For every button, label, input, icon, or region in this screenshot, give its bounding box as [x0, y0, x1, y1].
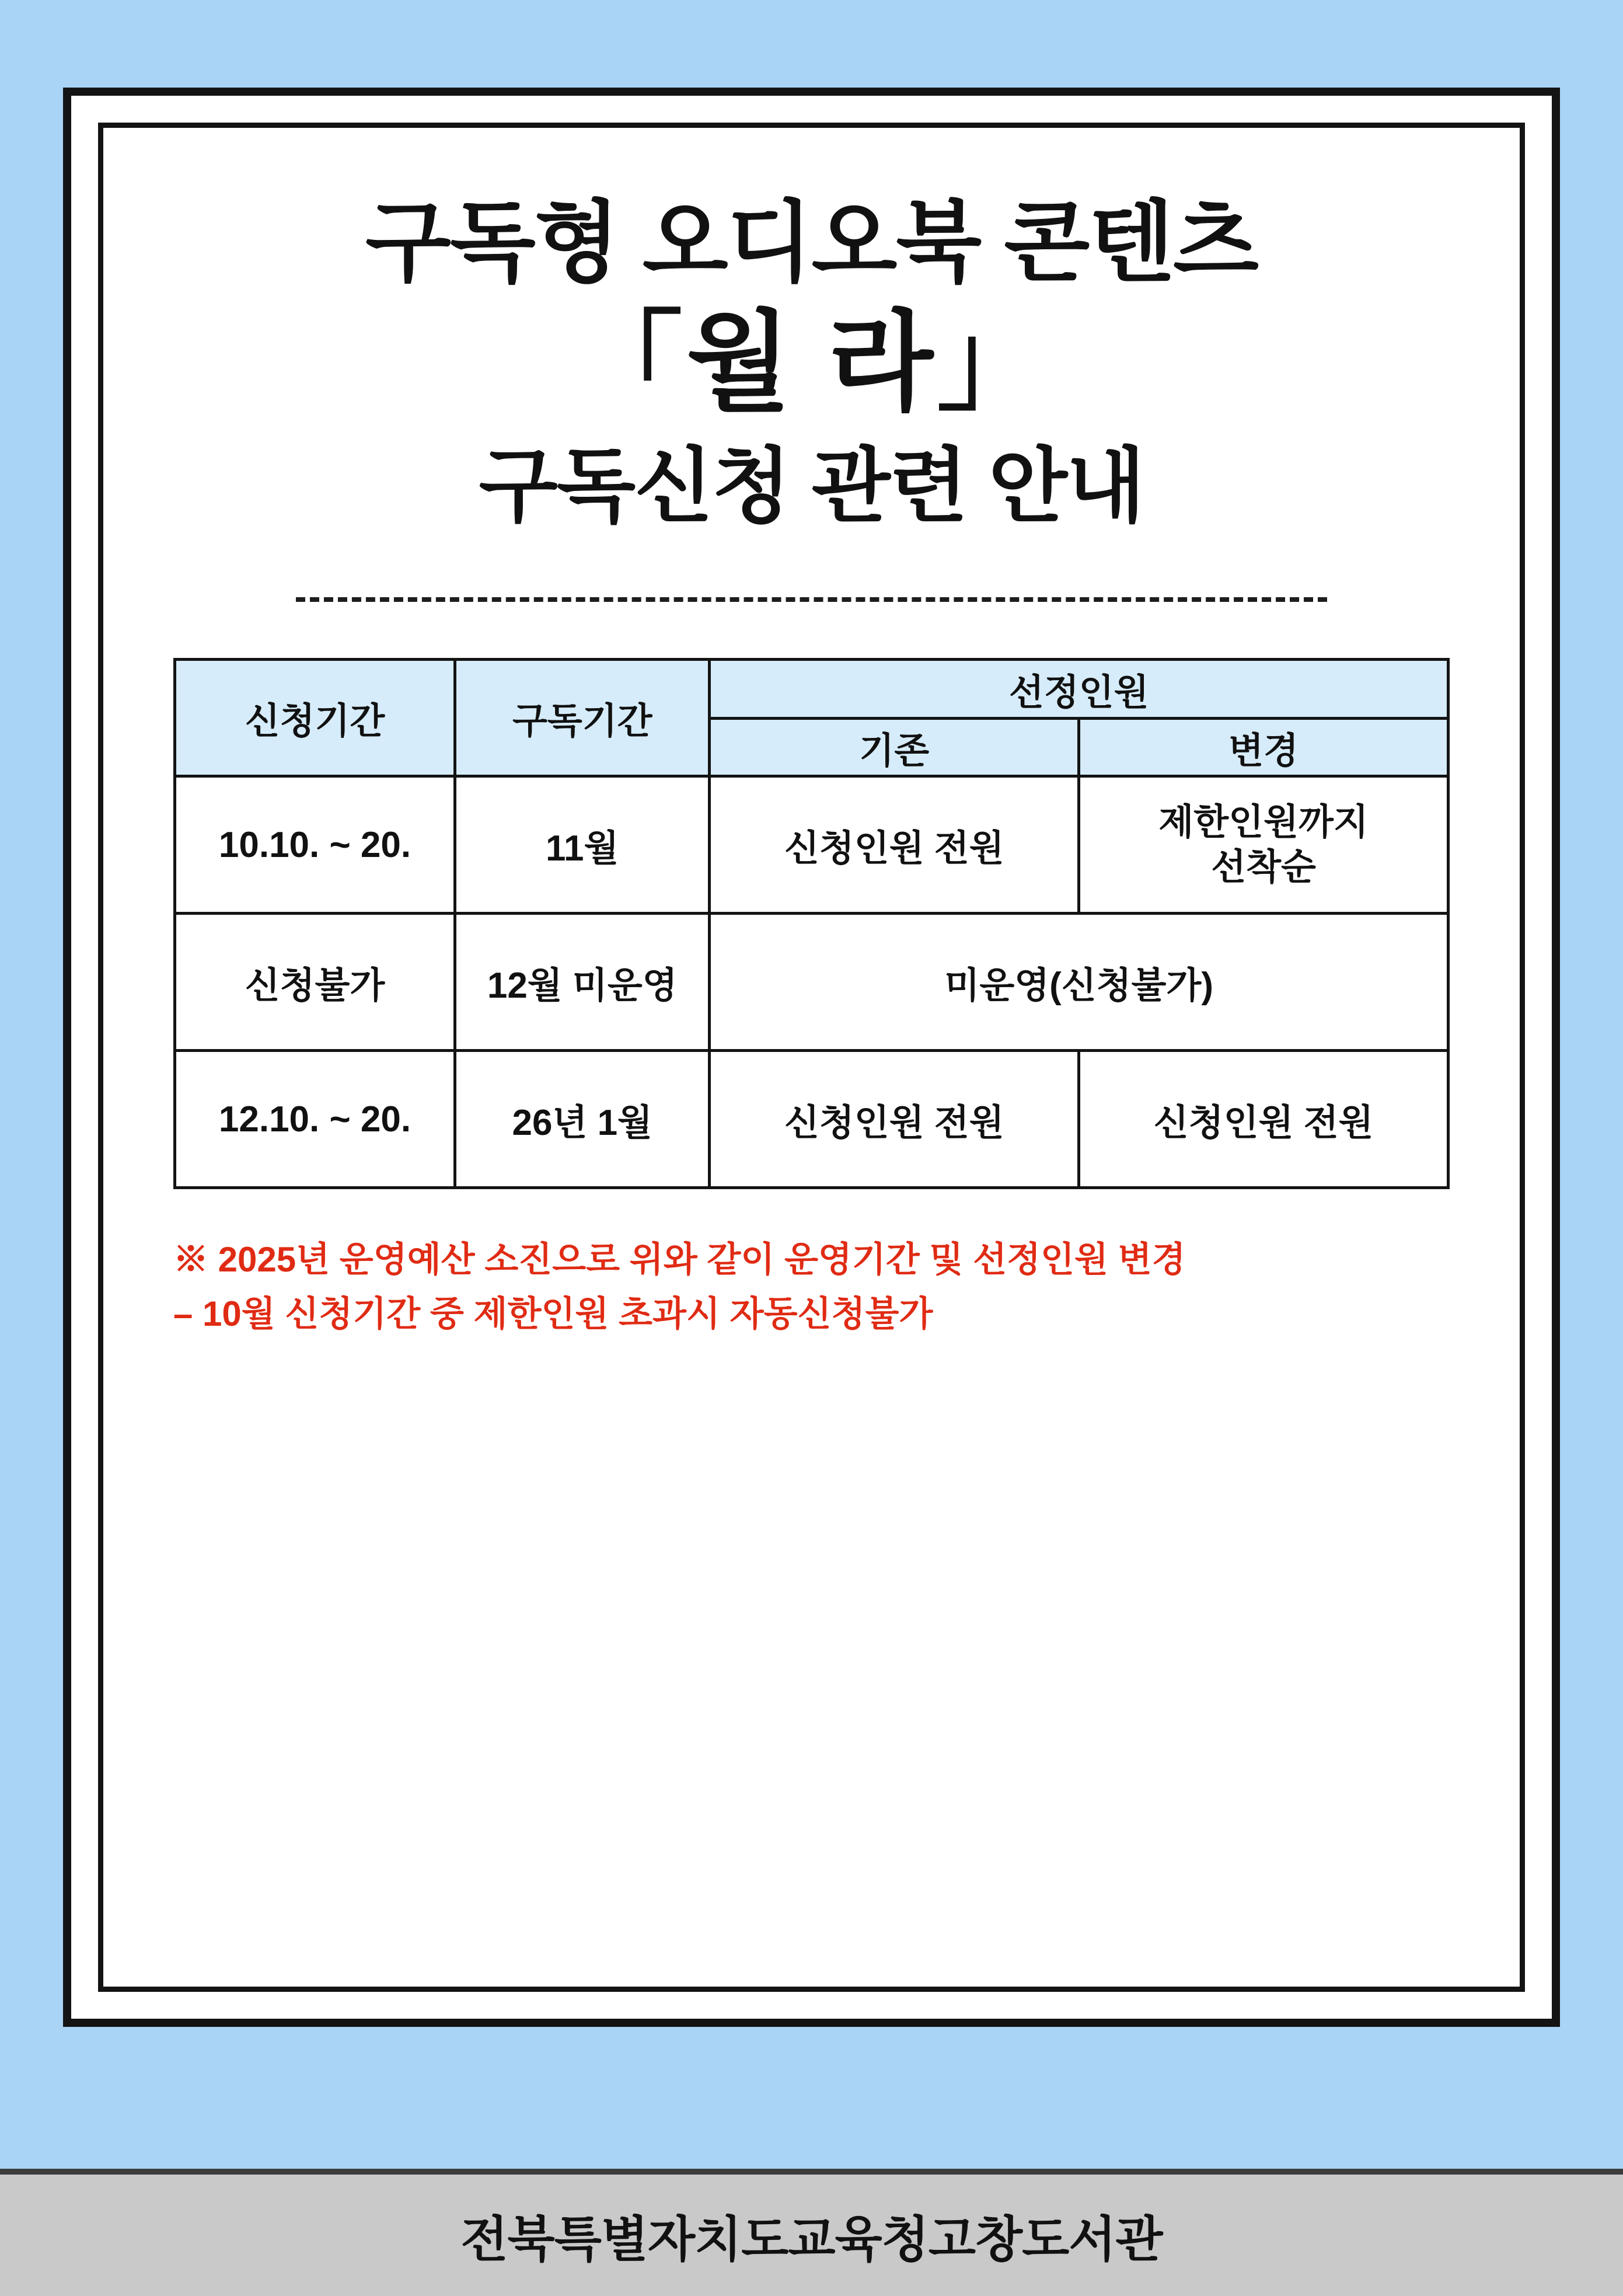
table-row — [175, 776, 1449, 914]
title-line-2: 「월 라」 — [574, 302, 1049, 424]
info-table — [173, 658, 1450, 1189]
note-line-2: – 10월 신청기간 중 제한인원 초과시 자동신청불가 — [173, 1294, 933, 1334]
title-line-3: 구독신청 관련 안내 — [479, 440, 1144, 532]
cell-existing-1: 신청인원 전원 — [710, 776, 1079, 914]
footer-organization: 전북특별자치도교육청고창도서관 — [460, 2211, 1163, 2267]
cell-subscribe-period-3: 26년 1월 — [455, 1051, 710, 1188]
cell-changed-1-line2: 선착순 — [1211, 847, 1316, 888]
notes-block — [173, 1232, 1450, 1341]
table-header-row-1 — [175, 660, 1449, 719]
title-line-1: 구독형 오디오북 콘텐츠 — [365, 193, 1258, 292]
header-selected-count-group: 선정인원 — [710, 660, 1449, 719]
header-changed: 변경 — [1079, 719, 1449, 776]
note-line-1: ※ 2025년 운영예산 소진으로 위와 같이 운영기간 및 선정인원 변경 — [173, 1240, 1186, 1280]
poster-inner-border — [98, 123, 1525, 1992]
table-row — [175, 1051, 1449, 1188]
header-apply-period: 신청기간 — [175, 660, 455, 776]
info-table-wrap — [173, 658, 1450, 1189]
cell-existing-3: 신청인원 전원 — [710, 1051, 1079, 1188]
poster-title-block — [103, 128, 1520, 534]
dashed-divider — [296, 597, 1327, 602]
cell-apply-period-3: 12.10. ~ 20. — [175, 1051, 455, 1188]
cell-changed-1-line1: 제한인원까지 — [1158, 802, 1369, 842]
table-row — [175, 914, 1449, 1051]
cell-apply-period-1: 10.10. ~ 20. — [175, 776, 455, 914]
header-subscribe-period: 구독기간 — [455, 660, 710, 776]
cell-changed-3: 신청인원 전원 — [1079, 1051, 1449, 1188]
cell-merged-2: 미운영(신청불가) — [710, 914, 1449, 1051]
cell-apply-period-2: 신청불가 — [175, 914, 455, 1051]
cell-subscribe-period-2: 12월 미운영 — [455, 914, 710, 1051]
poster-frame — [63, 88, 1560, 2027]
header-existing: 기존 — [710, 719, 1079, 776]
footer-bar — [0, 2169, 1623, 2296]
cell-changed-1 — [1079, 776, 1449, 914]
cell-subscribe-period-1: 11월 — [455, 776, 710, 914]
dashed-divider-wrap — [103, 597, 1520, 602]
